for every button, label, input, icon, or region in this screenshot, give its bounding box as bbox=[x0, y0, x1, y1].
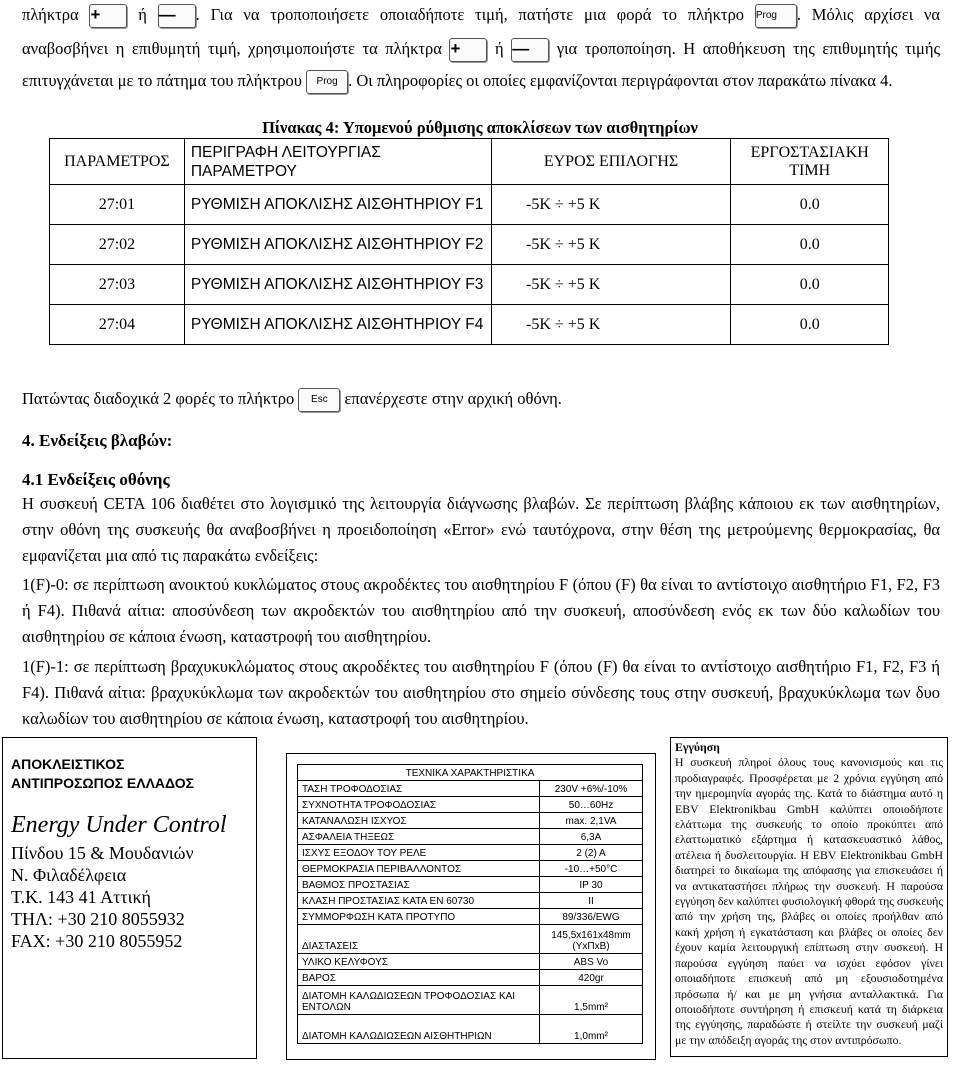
settings-table bbox=[49, 138, 889, 345]
spec-label: ΚΛΑΣΗ ΠΡΟΣΤΑΣΙΑΣ ΚΑΤΑ ΕΝ 60730 bbox=[298, 893, 540, 909]
cell-value: 0.0 bbox=[731, 185, 889, 225]
distributor-label: ΑΠΟΚΛΕΙΣΤΙΚΟΣ bbox=[11, 756, 125, 772]
cell-param: 27:01 bbox=[50, 185, 185, 225]
spec-label: ΔΙΑΤΟΜΗ ΚΑΛΩΔΙΩΣΕΩΝ ΤΡΟΦΟΔΟΣΙΑΣ ΚΑΙ ΕΝΤΟΛΩΝ bbox=[298, 986, 540, 1015]
distributor-label: ΑΝΤΙΠΡΟΣΩΠΟΣ ΕΛΛΑΔΟΣ bbox=[11, 775, 195, 791]
plus-key-icon: + bbox=[449, 38, 487, 62]
spec-row bbox=[298, 829, 643, 845]
spec-label: ΒΑΡΟΣ bbox=[298, 970, 540, 986]
spec-row bbox=[298, 925, 643, 954]
spec-row bbox=[298, 813, 643, 829]
cell-value: 0.0 bbox=[731, 265, 889, 305]
cell-desc: ΡΥΘΜΙΣΗ ΑΠΟΚΛΙΣΗΣ ΑΙΣΘΗΤΗΡΙΟΥ F4 bbox=[184, 305, 491, 345]
header-param: ΠΑΡΑΜΕΤΡΟΣ bbox=[50, 139, 185, 185]
table-caption: Πίνακας 4: Υπομενού ρύθμισης αποκλίσεων των αισθητηρίων bbox=[262, 118, 698, 137]
intro-text: επιτυγχάνεται με το πάτημα του πλήκτρου bbox=[22, 70, 302, 90]
warranty-text: Η συσκευή πληροί όλους τους κανονισμούς και τις προδιαγραφές. Προσφέρεται με 2 χρόνια εγγύηση από την ημερομηνία αγοράς της. Κατά το διάστημα αυτό η EBV Elektronikbau GmbH καλύπτει οποιοδήποτε ελάττωμα της συσκευής το οποίο προκύπτει από ελαττωματικό εξάρτημα ή κατασκευαστικό λάθος, ατέλεια ή δυσλειτουργία. Η EBV Elektronikbau GmbH διατηρεί το δικαίωμα της απόφασης για επισκευάσει ή να αντικαταστήσει πλήρως την συσκευή. Η παρούσα εγγύηση δεν καλύπτει φυσιολογική φθορά της συσκευής από την χρήση της, βλάβες οι οποίες προήλθαν από κακή χρήση ή εγκατάσταση και βλάβες οι οποίες δεν έχουν καμία λειτουργική επίπτωση στην συσκευή. Η παρούσα εγγύηση παύει να ισχύει εφόσον γίνει οποιαδήποτε επισκευή από μη εξουσιοδοτημένα πρόσωπα ή/ και με μη γνήσια ανταλλακτικά. Για οποιοδήποτε συντήρηση ή επισκευή κατά τη διάρκεια της εγγύησης, παραδώστε ή στείλτε την συσκευή μαζί με την απόδειξη αγοράς της στον αντιπρόσωπο. bbox=[675, 755, 943, 1047]
cell-param: 27:04 bbox=[50, 305, 185, 345]
address-line: Ν. Φιλαδέλφεια bbox=[11, 865, 127, 885]
cell-value: 0.0 bbox=[731, 225, 889, 265]
cell-desc: ΡΥΘΜΙΣΗ ΑΠΟΚΛΙΣΗΣ ΑΙΣΘΗΤΗΡΙΟΥ F2 bbox=[184, 225, 491, 265]
distributor-box bbox=[2, 737, 257, 1059]
spec-value: 2 (2) A bbox=[540, 845, 643, 861]
spec-value: 420gr bbox=[540, 970, 643, 986]
spec-row bbox=[298, 861, 643, 877]
spec-label: ΥΛΙΚΟ ΚΕΛΥΦΟΥΣ bbox=[298, 954, 540, 970]
spec-value: 6,3A bbox=[540, 829, 643, 845]
spec-value: 1,5mm² bbox=[540, 986, 643, 1015]
warranty-title: Εγγύηση bbox=[675, 740, 720, 754]
specs-title: ΤΕΧΝΙΚΑ ΧΑΡΑΚΤΗΡΙΣΤΙΚΑ bbox=[298, 765, 643, 781]
table-row bbox=[50, 185, 889, 225]
spec-row bbox=[298, 986, 643, 1015]
company-name: Energy Under Control bbox=[11, 812, 227, 838]
cell-range: -5K ÷ +5 K bbox=[526, 275, 601, 293]
header-desc: ΠΕΡΙΓΡΑΦΗ ΛΕΙΤΟΥΡΓΙΑΣ ΠΑΡΑΜΕΤΡΟΥ bbox=[184, 139, 491, 185]
spec-row bbox=[298, 970, 643, 986]
spec-label: ΣΥΧΝΟΤΗΤΑ ΤΡΟΦΟΔΟΣΙΑΣ bbox=[298, 797, 540, 813]
spec-label: ΤΑΣΗ ΤΡΟΦΟΔΟΣΙΑΣ bbox=[298, 781, 540, 797]
spec-value: 89/336/EWG bbox=[540, 909, 643, 925]
address-line: Τ.Κ. 143 41 Αττική bbox=[11, 887, 151, 907]
table-row bbox=[50, 225, 889, 265]
spec-label: ΔΙΑΤΟΜΗ ΚΑΛΩΔΙΩΣΕΩΝ ΑΙΣΘΗΤΗΡΙΩΝ bbox=[298, 1015, 540, 1044]
warranty-box bbox=[670, 737, 948, 1057]
esc-text: Πατώντας διαδοχικά 2 φορές το πλήκτρο bbox=[22, 388, 295, 408]
spec-label: ΑΣΦΑΛΕΙΑ ΤΗΞΕΩΣ bbox=[298, 829, 540, 845]
cell-param: 27:02 bbox=[50, 225, 185, 265]
spec-value: II bbox=[540, 893, 643, 909]
spec-value: 230V +6%/-10% bbox=[540, 781, 643, 797]
minus-key-icon: — bbox=[158, 4, 196, 28]
intro-line-3 bbox=[22, 70, 940, 94]
spec-value: 145,5x161x48mm (ΥxΠxΒ) bbox=[540, 925, 643, 954]
fax: FAX: +30 210 8055952 bbox=[11, 931, 183, 951]
subsection-title: 4.1 Ενδείξεις οθόνης bbox=[22, 470, 170, 489]
cell-range: -5K ÷ +5 K bbox=[526, 315, 601, 333]
header-range: ΕΥΡΟΣ ΕΠΙΛΟΓΗΣ bbox=[491, 139, 731, 185]
address-line: Πίνδου 15 & Μουδανιών bbox=[11, 843, 194, 863]
esc-line bbox=[22, 388, 940, 412]
spec-label: ΚΑΤΑΝΑΛΩΣΗ ΙΣΧΥΟΣ bbox=[298, 813, 540, 829]
esc-text: επανέρχεστε στην αρχική οθόνη. bbox=[344, 388, 562, 408]
spec-row bbox=[298, 877, 643, 893]
header-value: ΕΡΓΟΣΤΑΣΙΑΚΗ ΤΙΜΗ bbox=[731, 139, 889, 185]
spec-value: -10…+50°C bbox=[540, 861, 643, 877]
spec-value: 1,0mm² bbox=[540, 1015, 643, 1044]
intro-text: για τροποποίηση. Η αποθήκευση της επιθυμητής τιμής bbox=[556, 38, 941, 58]
paragraph-open-circuit: 1(F)-0: σε περίπτωση ανοικτού κυκλώματος στους ακροδέκτες του αισθητηρίου F (όπου (F) θα είναι το αντίστοιχο αισθητήριο F1, F2, F3 ή F4). Πιθανά αίτια: αποσύνδεση των ακροδεκτών του αισθητηρίου από την συσκευή, αποσύνδεση ενός εκ των δύο καλωδίων του αισθητηρίου σε κάποια ένωση, καταστροφή του αισθητηρίου. bbox=[22, 575, 940, 646]
table-row bbox=[50, 265, 889, 305]
cell-range: -5K ÷ +5 K bbox=[526, 235, 601, 253]
paragraph-diagnosis: Η συσκευή CETA 106 διαθέτει στο λογισμικό της λειτουργία διάγνωσης βλαβών. Σε περίπτωση βλάβης κάποιου εκ των αισθητηρίων, στην οθόνη της συσκευής θα αναβοσβήνει η προειδοποίηση «Error» ενώ ταυτόχρονα, στην θέση της μετρούμενης θερμοκρασίας, θα εμφανίζεται μια από τις παρακάτω ενδείξεις: bbox=[22, 494, 940, 565]
spec-label: ΒΑΘΜΟΣ ΠΡΟΣΤΑΣΙΑΣ bbox=[298, 877, 540, 893]
spec-value: 50…60Hz bbox=[540, 797, 643, 813]
specs-table bbox=[297, 764, 643, 1044]
spec-label: ΣΥΜΜΟΡΦΩΣΗ ΚΑΤΆ ΠΡΟΤΥΠΟ bbox=[298, 909, 540, 925]
phone: ΤΗΛ: +30 210 8055932 bbox=[11, 909, 185, 929]
spec-label: ΙΣΧΥΣ ΕΞΟΔΟΥ ΤΟΥ ΡΕΛΕ bbox=[298, 845, 540, 861]
intro-text: πλήκτρα bbox=[22, 4, 79, 24]
minus-key-icon: — bbox=[511, 38, 549, 62]
cell-param: 27:03 bbox=[50, 265, 185, 305]
spec-row bbox=[298, 1015, 643, 1044]
cell-desc: ΡΥΘΜΙΣΗ ΑΠΟΚΛΙΣΗΣ ΑΙΣΘΗΤΗΡΙΟΥ F1 bbox=[184, 185, 491, 225]
intro-text: . Για να τροποποιήσετε οποιαδήποτε τιμή, πατήστε μια φορά το πλήκτρο bbox=[195, 4, 745, 24]
cell-range: -5K ÷ +5 K bbox=[526, 195, 601, 213]
section-title: 4. Ενδείξεις βλαβών: bbox=[22, 431, 173, 450]
intro-line-1 bbox=[22, 4, 940, 28]
spec-label: ΔΙΑΣΤΑΣΕΙΣ bbox=[298, 925, 540, 954]
prog-key-icon: Prog bbox=[755, 4, 797, 28]
spec-value: max. 2,1VA bbox=[540, 813, 643, 829]
paragraph-short-circuit: 1(F)-1: σε περίπτωση βραχυκυκλώματος στους ακροδέκτες του αισθητηρίου F (όπου (F) θα είναι το αντίστοιχο αισθητήριο F1, F2, F3 ή F4). Πιθανά αίτια: βραχυκύκλωμα των ακροδεκτών του αισθητηρίου στο σημείο σύνδεσης τους στην συσκευή, βραχυκύκλωμα των δυο καλωδίων του αισθητηρίου σε κάποια ένωση, καταστροφή του αισθητηρίου. bbox=[22, 657, 940, 728]
intro-text: αναβοσβήνει η επιθυμητή τιμή, χρησιμοποιήστε τα πλήκτρα bbox=[22, 38, 442, 58]
cell-value: 0.0 bbox=[731, 305, 889, 345]
spec-row bbox=[298, 893, 643, 909]
intro-text: ή bbox=[138, 4, 147, 24]
intro-line-2 bbox=[22, 38, 940, 62]
table-row bbox=[50, 305, 889, 345]
spec-row bbox=[298, 845, 643, 861]
intro-text: . Οι πληροφορίες οι οποίες εμφανίζονται περιγράφονται στον παρακάτω πίνακα 4. bbox=[348, 70, 893, 90]
spec-row bbox=[298, 781, 643, 797]
table-header-row bbox=[50, 139, 889, 185]
spec-value: ABS Vo bbox=[540, 954, 643, 970]
intro-text: . Μόλις αρχίσει να bbox=[796, 4, 941, 24]
intro-text: ή bbox=[495, 38, 504, 58]
spec-row bbox=[298, 909, 643, 925]
spec-label: ΘΕΡΜΟΚΡΑΣΙΑ ΠΕΡΙΒΑΛΛΟΝΤΟΣ bbox=[298, 861, 540, 877]
esc-key-icon: Esc bbox=[298, 388, 340, 412]
spec-value: IP 30 bbox=[540, 877, 643, 893]
spec-row bbox=[298, 954, 643, 970]
plus-key-icon: + bbox=[89, 4, 127, 28]
spec-row bbox=[298, 797, 643, 813]
cell-desc: ΡΥΘΜΙΣΗ ΑΠΟΚΛΙΣΗΣ ΑΙΣΘΗΤΗΡΙΟΥ F3 bbox=[184, 265, 491, 305]
prog-key-icon: Prog bbox=[306, 70, 348, 94]
